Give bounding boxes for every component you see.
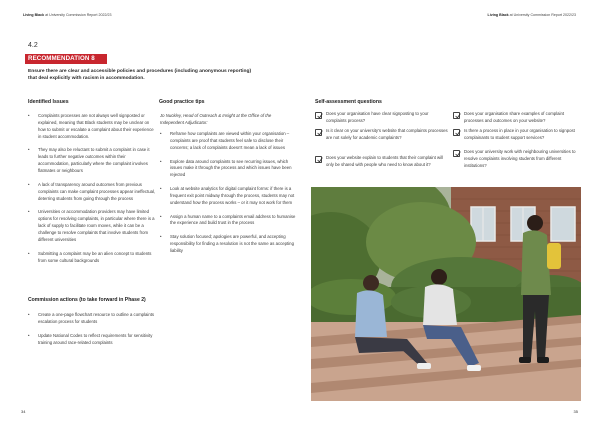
assessment-item: Does your organisation have clear signposting to your complaints process?	[315, 111, 450, 125]
assessment-item: Does your organisation share examples of complaint processes and outcomes on your website?	[453, 111, 583, 125]
checkbox-icon	[453, 129, 460, 136]
list-item: • A lack of transparency around outcomes from previous complaints can make complaint processes appear ineffectual, deterring students from going through the process	[28, 182, 156, 203]
assessment-item: Does your website explain to students that their complaint will only be shared with people who need to know about it?	[315, 155, 450, 169]
self-assessment-heading: Self-assessment questions	[315, 99, 382, 105]
list-item: • Create a one-page flowchart resource to outline a complaints escalation process for students	[28, 312, 156, 326]
checkbox-icon	[453, 112, 460, 119]
list-item: • Reframe how complaints are viewed within your organisation – complaints are proof that students feel safe to disclose their concerns; a lack of complaints doesn't mean a lack of issues	[160, 131, 296, 152]
checkbox-icon	[315, 112, 322, 119]
list-item: • Complaints processes are not always well signposted or explained, meaning that Black students may be unclear on how to submit or escalate a complaint about their experience in student accommodation.	[28, 113, 156, 141]
running-header-left: Living Black at University Commission Report 2022/23	[23, 13, 112, 17]
good-practice-heading: Good practice tips	[159, 99, 205, 105]
identified-issues-heading: Identified Issues	[28, 99, 69, 105]
list-item: • Universities or accommodation providers may have limited options for resolving complaints, in particular where there is a lack of supply to facilitate room moves, while it can be a challenge to resolve complaints that involve students from different universities	[28, 209, 156, 244]
list-item: • Stay solution focused; apologies are powerful, and accepting responsibility for finding a resolution is not the same as accepting liability	[160, 234, 296, 255]
recommendation-label: RECOMMENDATION 8	[28, 54, 95, 62]
list-item: • They may also be reluctant to submit a complaint in case it leads to further negative outcomes within their accommodation, particularly where the complaint involves flatmates or neighbours	[28, 147, 156, 175]
checkbox-icon	[315, 129, 322, 136]
list-item: • Assign a human name to a complaints email address to humanise the experience and build trust in the process	[160, 214, 296, 228]
list-item: • Update National Codes to reflect requirements for sensitivity training around race-related complaints	[28, 333, 156, 347]
commission-actions-heading: Commission actions (to take forward in Phase 2)	[28, 297, 146, 303]
practice-tips-list	[160, 131, 296, 262]
issues-list	[28, 113, 156, 271]
running-header-right: Living Black at University Commission Report 2022/23	[487, 13, 576, 17]
list-item: • Explore data around complaints to see recurring issues, which issues make it through the process and which issues have been rejected	[160, 159, 296, 180]
assessment-item: Does your university work with neighbouring universities to resolve complaints involving students from different institutions?	[453, 149, 583, 170]
section-number: 4.2	[28, 42, 38, 49]
assessment-item: Is there a process in place in your organisation to signpost complainants to student support services?	[453, 128, 583, 142]
practice-reference: Jo Nuckley, Head of Outreach & Insight at the Office of the Independent Adjudicator:	[160, 113, 272, 125]
students-photo	[311, 187, 581, 401]
page-number-right: 35	[573, 409, 578, 414]
checkbox-icon	[315, 156, 322, 163]
page-number-left: 34	[21, 409, 26, 414]
actions-list	[28, 312, 156, 353]
checkbox-icon	[453, 150, 460, 157]
list-item: • Submitting a complaint may be an alien concept to students from some cultural backgrounds	[28, 251, 156, 265]
recommendation-intro: Ensure there are clear and accessible policies and procedures (including anonymous reporting) that deal explicitly with racism in accommodation.	[28, 69, 252, 82]
list-item: • Look at website analytics for digital complaint forms: if there is a frequent exit point midway through the process, students may not understand how the process works – or it may not work for them	[160, 186, 296, 207]
assessment-item: Is it clear on your university's website that complaints processes are not solely for academic complaints?	[315, 128, 450, 142]
